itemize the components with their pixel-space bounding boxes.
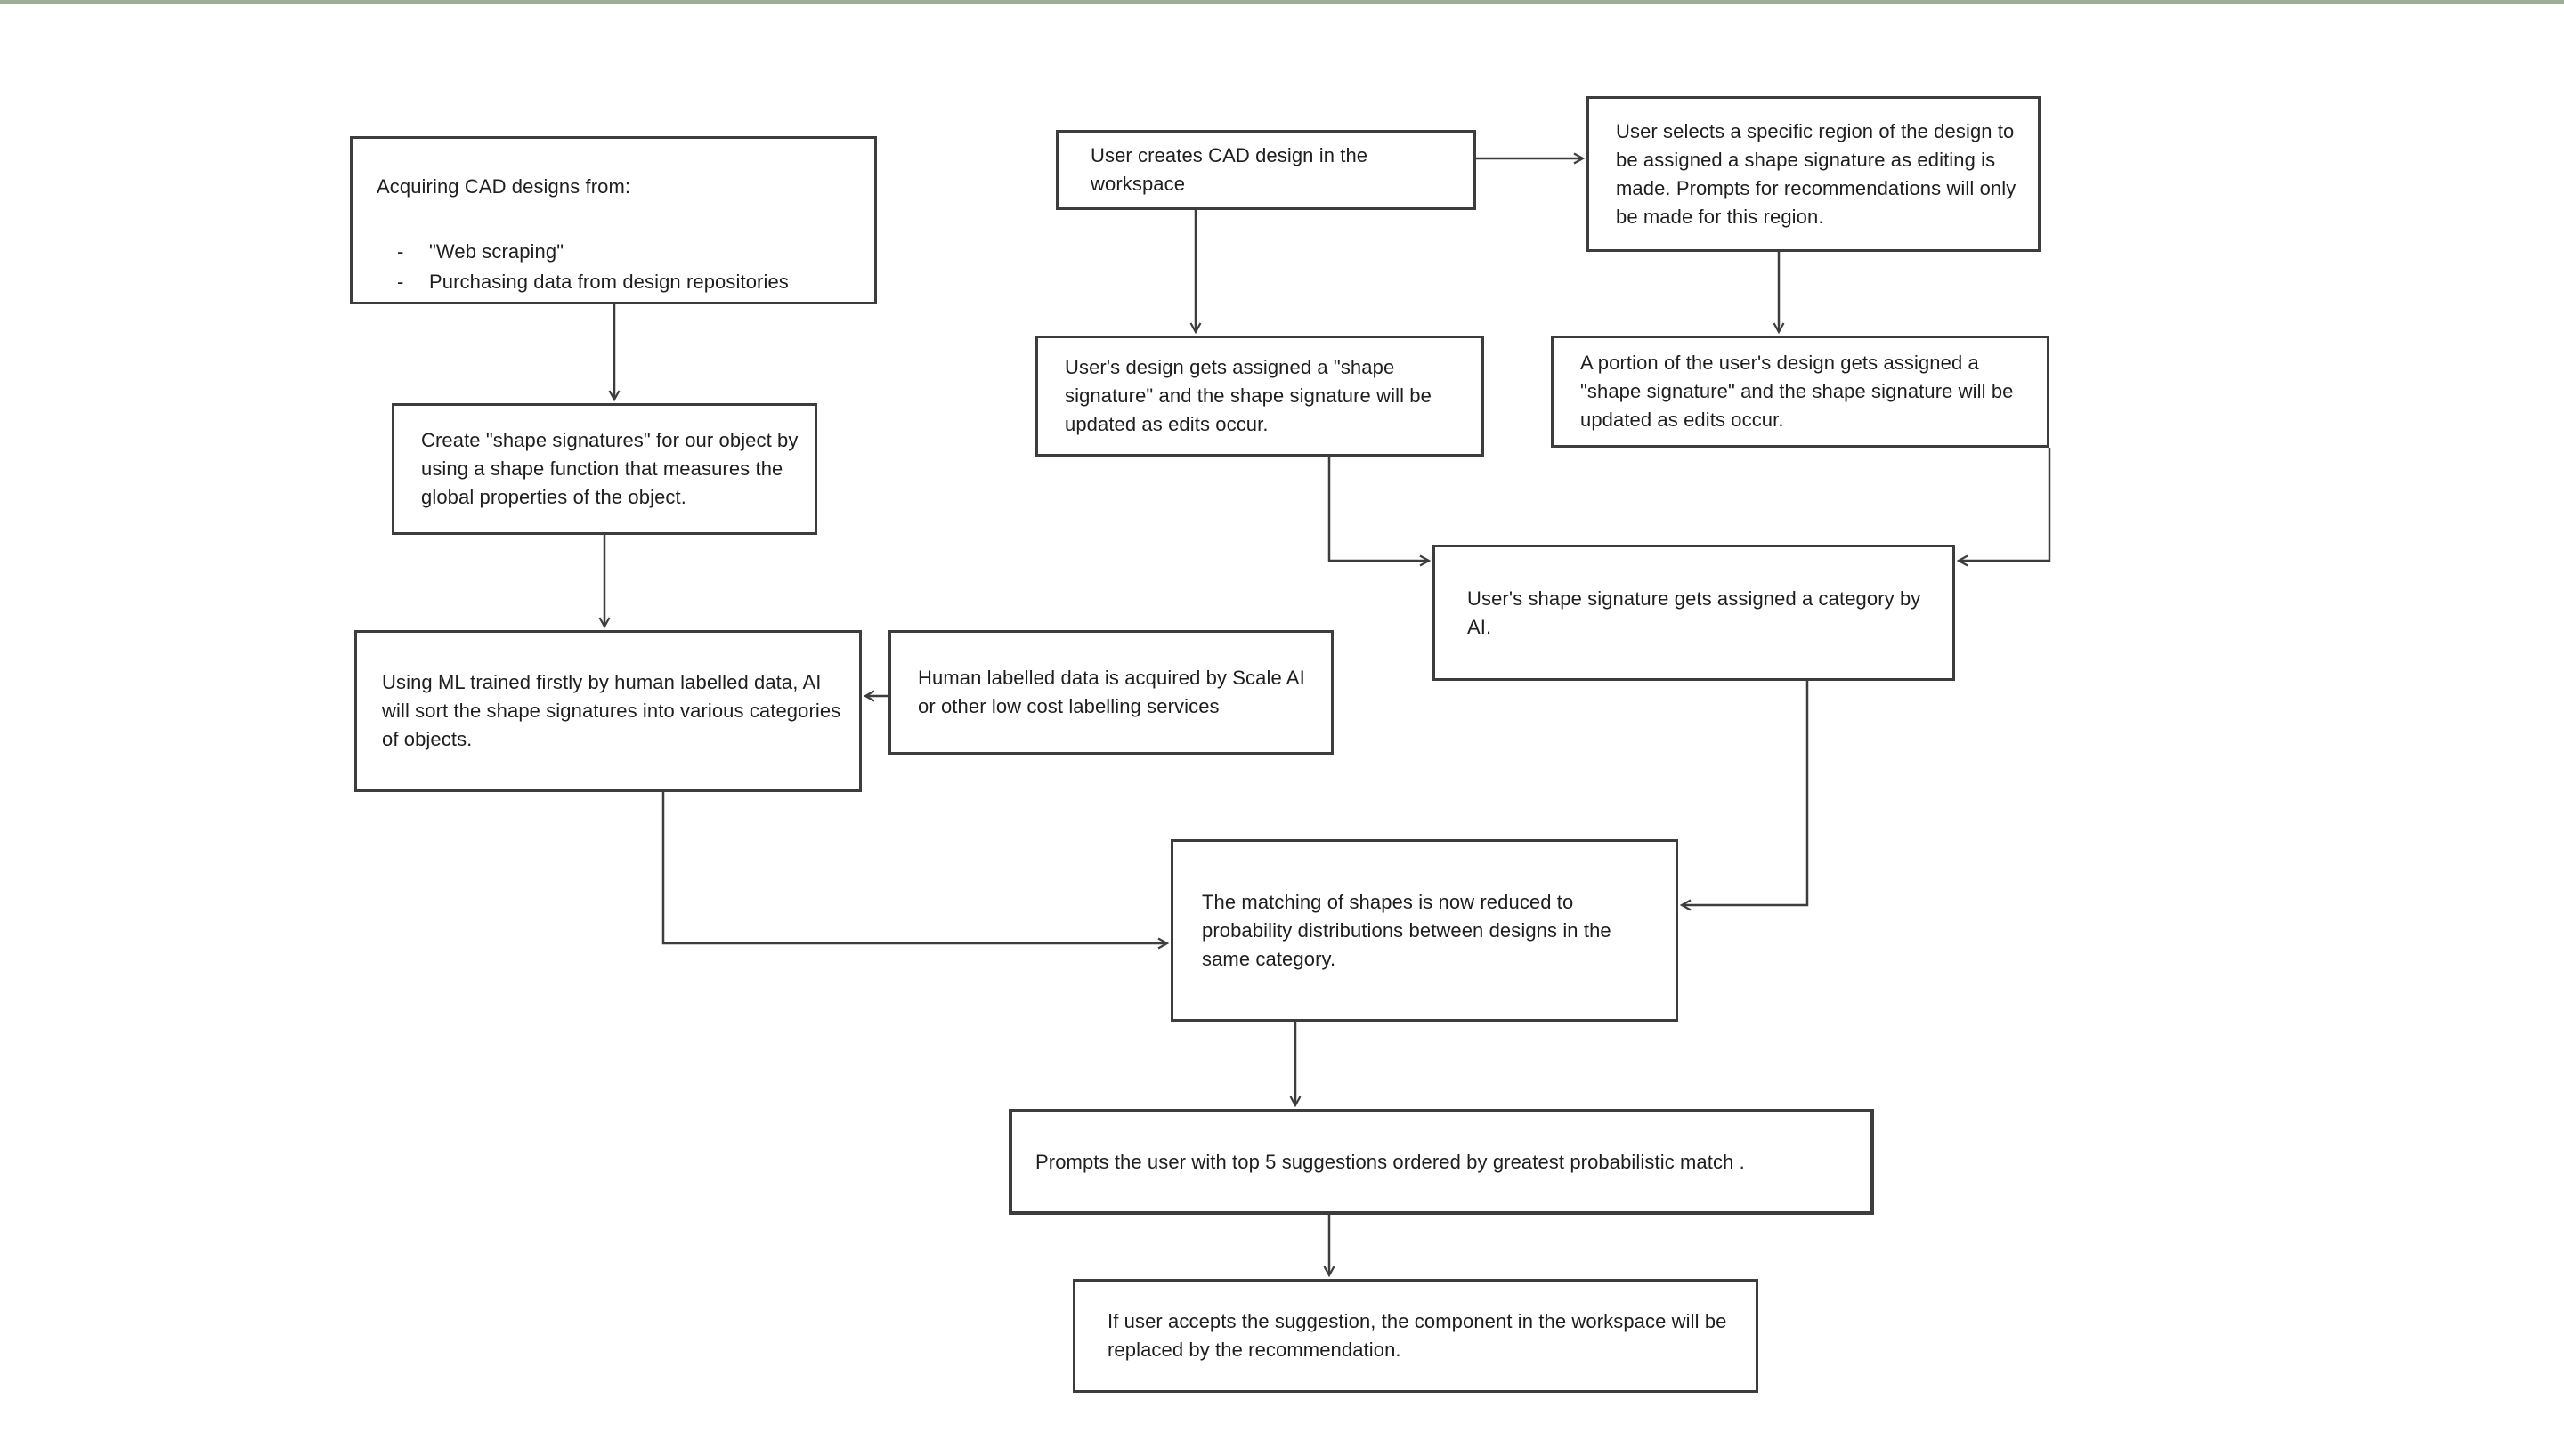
arrow-portion-signature-to-assigned-category [1960, 448, 2049, 561]
arrow-assigned-category-to-matching [1683, 681, 1807, 905]
bullet-text: "Web scraping" [429, 240, 564, 263]
node-text: User selects a specific region of the design to be assigned a shape signature as editing is made. Prompts for recommendations will only be made for this region. [1616, 119, 2016, 228]
bullet-dash [397, 237, 413, 267]
node-portion-gets-signature [1551, 336, 2049, 448]
node-acquire-title: Acquiring CAD designs from: [377, 175, 631, 198]
node-text: User's design gets assigned a "shape signature" and the shape signature will be updated as edits occur. [1065, 356, 1432, 435]
node-user-selects-region [1586, 96, 2041, 252]
node-create-shape-signatures [392, 403, 817, 535]
node-acquire-bullet-list [377, 237, 856, 297]
node-signature-assigned-category [1432, 545, 1955, 681]
node-text: A portion of the user's design gets assigned a "shape signature" and the shape signature will be updated as edits occur. [1580, 352, 2014, 431]
node-text: Prompts the user with top 5 suggestions ordered by greatest probabilistic match . [1035, 1150, 1745, 1173]
bullet-text: Purchasing data from design repositories [429, 271, 789, 293]
node-text: If user accepts the suggestion, the component in the workspace will be replaced by the recommendation. [1108, 1310, 1727, 1361]
node-text: Create "shape signatures" for our object by using a shape function that measures the global properties of the object. [421, 429, 799, 508]
node-text: Using ML trained firstly by human labelled data, AI will sort the shape signatures into various categories of objects. [382, 671, 841, 750]
node-matching-reduced-probability [1171, 839, 1678, 1022]
node-text: User creates CAD design in the workspace [1091, 144, 1368, 195]
node-human-labelled-data [888, 630, 1334, 755]
node-prompts-top5-suggestions [1009, 1109, 1874, 1215]
node-user-accepts-suggestion [1073, 1279, 1758, 1393]
list-item [397, 237, 856, 267]
arrow-ml-sort-to-matching [663, 792, 1166, 943]
list-item [397, 267, 856, 297]
node-acquire-cad-designs [350, 136, 877, 304]
node-ml-sorts-signatures [354, 630, 862, 792]
node-text: User's shape signature gets assigned a category by AI. [1467, 586, 1921, 638]
node-text: The matching of shapes is now reduced to probability distributions between designs in the same category. [1202, 890, 1611, 970]
node-design-gets-signature [1035, 336, 1484, 457]
node-text: Human labelled data is acquired by Scale AI or other low cost labelling services [918, 667, 1305, 717]
bullet-dash [397, 267, 413, 297]
window-top-strip [0, 0, 2564, 4]
node-user-creates-design [1056, 130, 1476, 210]
arrow-design-signature-to-assigned-category [1329, 457, 1428, 561]
